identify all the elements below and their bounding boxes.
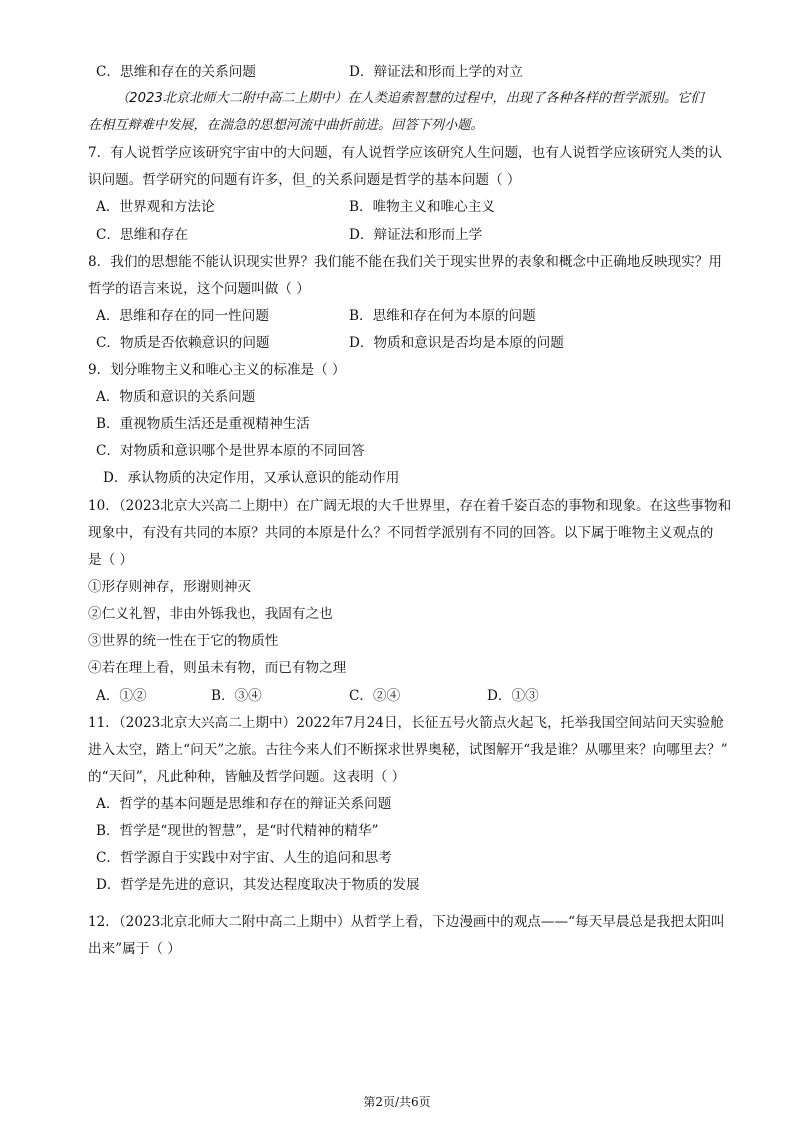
q7-option-c: C．思维和存在 [96,227,188,243]
q12-stem-line-1: 12．（2023北京北师大二附中高二上期中）从哲学上看，下边漫画中的观点——“每天早晨总是我把太阳叫 [88,914,725,930]
q7-option-b: B．唯物主义和唯心主义 [349,199,495,215]
q9-option-c: C．对物质和意识哪个是世界本原的不同回答 [96,443,365,459]
q9-option-a: A．物质和意识的关系问题 [96,389,256,405]
q11-stem-line-2: 进入太空，踏上“问天”之旅。古往今来人们不断探求世界奥秘，试图解开“我是谁？从哪里来？向哪里去？” [88,742,728,758]
q7-stem-line-2: 识问题。哲学研究的问题有许多，但_的关系问题是哲学的基本问题（ ） [88,172,521,188]
q10-stem-line-2: 现象中，有没有共同的本原？共同的本原是什么？不同哲学派别有不同的回答。以下属于唯物主义观点的 [88,525,714,541]
q9-stem: 9．划分唯物主义和唯心主义的标准是（ ） [88,362,346,378]
q10-statement-1: ①形存则神存，形谢则神灭 [88,579,252,595]
q10-option-d: D．①③ [487,688,539,704]
q8-option-d: D．物质和意识是否均是本原的问题 [349,335,564,351]
q11-option-a: A．哲学的基本问题是思维和存在的辩证关系问题 [96,796,392,812]
q7-stem-line-1: 7．有人说哲学应该研究宇宙中的大问题，有人说哲学应该研究人生问题，也有人说哲学应该研究人类的认 [88,145,722,161]
group-intro-line-2: 在相互辩难中发展，在湍急的思想河流中曲折前进。回答下列小题。 [88,118,484,133]
q8-stem-line-2: 哲学的语言来说，这个问题叫做（ ） [88,281,310,297]
q11-stem-line-3: 的“天问”，凡此种种，皆触及哲学问题。这表明（ ） [88,769,406,785]
q12-stem-line-2: 出来”属于（ ） [88,941,181,957]
q10-stem-line-3: 是（ ） [88,552,134,568]
q10-option-c: C．②④ [349,688,401,704]
q10-statement-2: ②仁义礼智，非由外铄我也，我固有之也 [88,606,333,622]
q7-option-a: A．世界观和方法论 [96,199,215,215]
q7-option-d: D．辩证法和形而上学 [349,227,483,243]
q9-option-d: D．承认物质的决定作用，又承认意识的能动作用 [103,470,400,486]
q10-option-b: B．③④ [211,688,262,704]
q6-option-c: C．思维和存在的关系问题 [96,64,256,80]
group-intro-line-1: （2023北京北师大二附中高二上期中）在人类追索智慧的过程中，出现了各种各样的哲学派别。它们 [116,91,704,106]
q10-option-a: A．①② [96,688,147,704]
q11-option-b: B．哲学是“现世的智慧”，是“时代精神的精华” [96,823,379,839]
q8-stem-line-1: 8．我们的思想能不能认识现实世界？我们能不能在我们关于现实世界的表象和概念中正确地反映现实？用 [88,254,722,270]
q11-option-c: C．哲学源自于实践中对宇宙、人生的追问和思考 [96,850,392,866]
q6-option-d: D．辩证法和形而上学的对立 [349,64,524,80]
q10-statement-3: ③世界的统一性在于它的物质性 [88,633,279,649]
q11-option-d: D．哲学是先进的意识，其发达程度取决于物质的发展 [96,877,420,893]
q8-option-b: B．思维和存在何为本原的问题 [349,308,536,324]
q10-stem-line-1: 10．（2023北京大兴高二上期中）在广阔无垠的大千世界里，存在着千姿百态的事物和现象。在这些事物和 [88,498,732,514]
q8-option-c: C．物质是否依赖意识的问题 [96,335,270,351]
q9-option-b: B．重视物质生活还是重视精神生活 [96,416,310,432]
q8-option-a: A．思维和存在的同一性问题 [96,308,269,324]
page-number: 第2页/共6页 [363,1095,431,1109]
q11-stem-line-1: 11．（2023北京大兴高二上期中）2022年7月24日，长征五号火箭点火起飞，托举我国空间站问天实验舱 [88,715,724,731]
q10-statement-4: ④若在理上看，则虽未有物，而已有物之理 [88,660,347,676]
